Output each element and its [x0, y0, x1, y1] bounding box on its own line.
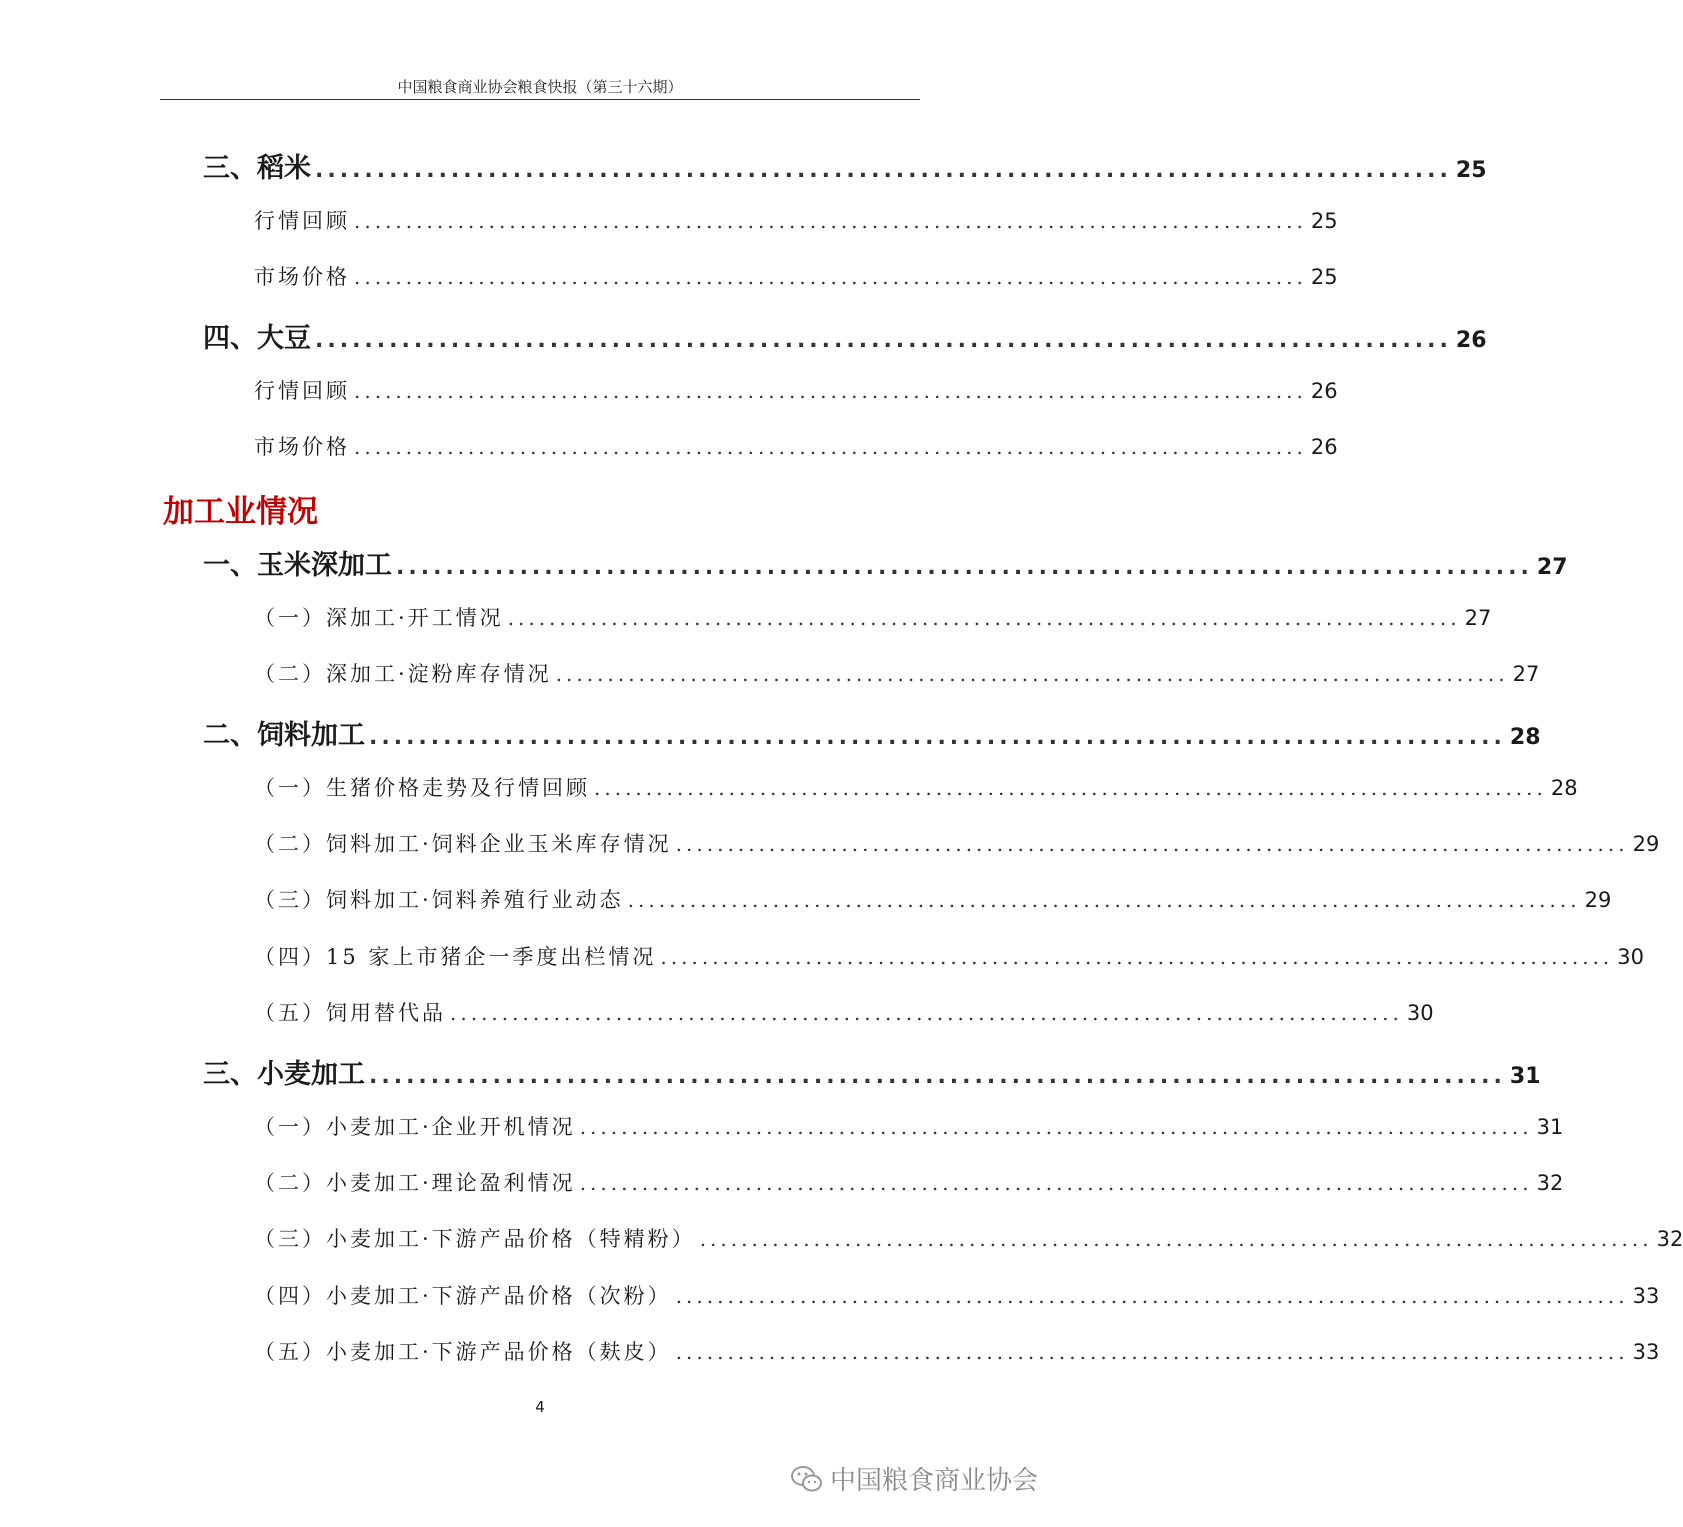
toc-leader: ............................................................................................: [675, 832, 1629, 856]
toc-entry[interactable]: [254, 941, 1645, 971]
toc-label: 二、饲料加工: [203, 720, 365, 751]
toc-entry-soybean[interactable]: [203, 316, 1487, 355]
toc-entry-wheat-processing[interactable]: [203, 1052, 1541, 1091]
toc-label: （三）饲料加工·饲料养殖行业动态: [254, 888, 624, 912]
toc-page: 26: [1455, 328, 1487, 353]
toc-leader: ............................................................................................: [396, 555, 1533, 580]
toc-entry[interactable]: [254, 1167, 1564, 1197]
toc-page: 31: [1536, 1115, 1564, 1139]
toc-entry[interactable]: [254, 1336, 1660, 1366]
toc-leader: ............................................................................................: [354, 435, 1307, 459]
toc-page: 26: [1310, 435, 1338, 459]
toc-leader: ............................................................................................: [354, 265, 1307, 289]
toc-entry[interactable]: [254, 1111, 1564, 1141]
toc-label: 三、小麦加工: [203, 1059, 365, 1090]
toc-leader: ............................................................................................: [354, 379, 1307, 403]
toc-page: 27: [1464, 606, 1492, 630]
toc-label: 一、玉米深加工: [203, 550, 392, 581]
toc-leader: ............................................................................................: [555, 662, 1509, 686]
toc-page: 26: [1310, 379, 1338, 403]
toc-page: 30: [1406, 1001, 1434, 1025]
toc-leader: ............................................................................................: [675, 1340, 1629, 1364]
toc-label: （三）小麦加工·下游产品价格（特精粉）: [254, 1227, 696, 1251]
toc-leader: ............................................................................................: [699, 1227, 1653, 1251]
page-header: 中国粮食商业协会粮食快报（第三十六期）: [397, 78, 683, 96]
toc-page: 25: [1310, 265, 1338, 289]
toc-entry-feed-processing[interactable]: [203, 713, 1541, 752]
toc-entry[interactable]: [254, 431, 1338, 461]
wechat-watermark: [790, 1460, 1038, 1497]
toc-leader: ............................................................................................: [627, 888, 1581, 912]
toc-leader: ............................................................................................: [369, 1064, 1506, 1089]
toc-label: （四）小麦加工·下游产品价格（次粉）: [254, 1284, 672, 1308]
toc-leader: ............................................................................................: [660, 945, 1614, 969]
toc-page: 28: [1550, 776, 1578, 800]
toc-label: （二）饲料加工·饲料企业玉米库存情况: [254, 832, 672, 856]
toc-page: 33: [1632, 1340, 1660, 1364]
toc-page: 32: [1656, 1227, 1683, 1251]
toc-label: （一）生猪价格走势及行情回顾: [254, 776, 590, 800]
toc-entry[interactable]: [254, 772, 1578, 802]
toc-label: （二）小麦加工·理论盈利情况: [254, 1171, 576, 1195]
section-title: 加工业情况: [163, 494, 318, 530]
toc-page: 33: [1632, 1284, 1660, 1308]
toc-leader: ............................................................................................: [594, 776, 1547, 800]
toc-leader: ............................................................................................: [354, 209, 1307, 233]
toc-page: 25: [1310, 209, 1338, 233]
toc-entry[interactable]: [254, 1280, 1660, 1310]
watermark-text: 中国粮食商业协会: [830, 1466, 1039, 1496]
toc-label: 三、稻米: [203, 153, 311, 184]
toc-page: 27: [1536, 555, 1568, 580]
toc-entry[interactable]: [254, 205, 1338, 235]
header-divider: [160, 99, 920, 100]
toc-label: （四）15 家上市猪企一季度出栏情况: [254, 945, 657, 969]
toc-page: 29: [1584, 888, 1612, 912]
toc-page: 30: [1617, 945, 1645, 969]
toc-page: 28: [1509, 725, 1541, 750]
toc-label: （一）深加工·开工情况: [254, 606, 504, 630]
toc-leader: ............................................................................................: [579, 1115, 1533, 1139]
toc-entry[interactable]: [254, 375, 1338, 405]
toc-page: 32: [1536, 1171, 1564, 1195]
toc-page: 25: [1455, 158, 1487, 183]
toc-label: 四、大豆: [203, 323, 311, 354]
toc-label: 市场价格: [254, 265, 350, 289]
toc-leader: ............................................................................................: [315, 158, 1452, 183]
toc-label: （五）饲用替代品: [254, 1001, 446, 1025]
toc-label: （五）小麦加工·下游产品价格（麸皮）: [254, 1340, 672, 1364]
toc-label: 行情回顾: [254, 379, 350, 403]
toc-page: 31: [1509, 1064, 1541, 1089]
page-number: 4: [535, 1398, 545, 1416]
toc-leader: ............................................................................................: [369, 725, 1506, 750]
toc-leader: ............................................................................................: [450, 1001, 1403, 1025]
toc-entry[interactable]: [254, 658, 1540, 688]
toc-label: 市场价格: [254, 435, 350, 459]
toc-label: （一）小麦加工·企业开机情况: [254, 1115, 576, 1139]
toc-leader: ............................................................................................: [507, 606, 1461, 630]
wechat-icon: [790, 1464, 824, 1494]
toc-leader: ............................................................................................: [675, 1284, 1629, 1308]
toc-entry[interactable]: [254, 884, 1612, 914]
toc-entry[interactable]: [254, 261, 1338, 291]
toc-entry[interactable]: [254, 828, 1660, 858]
toc-entry[interactable]: [254, 997, 1434, 1027]
toc-entry[interactable]: [254, 1223, 1683, 1253]
toc-page: 29: [1632, 832, 1660, 856]
toc-leader: ............................................................................................: [579, 1171, 1533, 1195]
toc-entry-rice[interactable]: [203, 146, 1487, 185]
toc-leader: ............................................................................................: [315, 328, 1452, 353]
toc-label: （二）深加工·淀粉库存情况: [254, 662, 552, 686]
toc-label: 行情回顾: [254, 209, 350, 233]
toc-entry[interactable]: [254, 602, 1492, 632]
toc-page: 27: [1512, 662, 1540, 686]
toc-entry-corn-processing[interactable]: [203, 543, 1568, 582]
